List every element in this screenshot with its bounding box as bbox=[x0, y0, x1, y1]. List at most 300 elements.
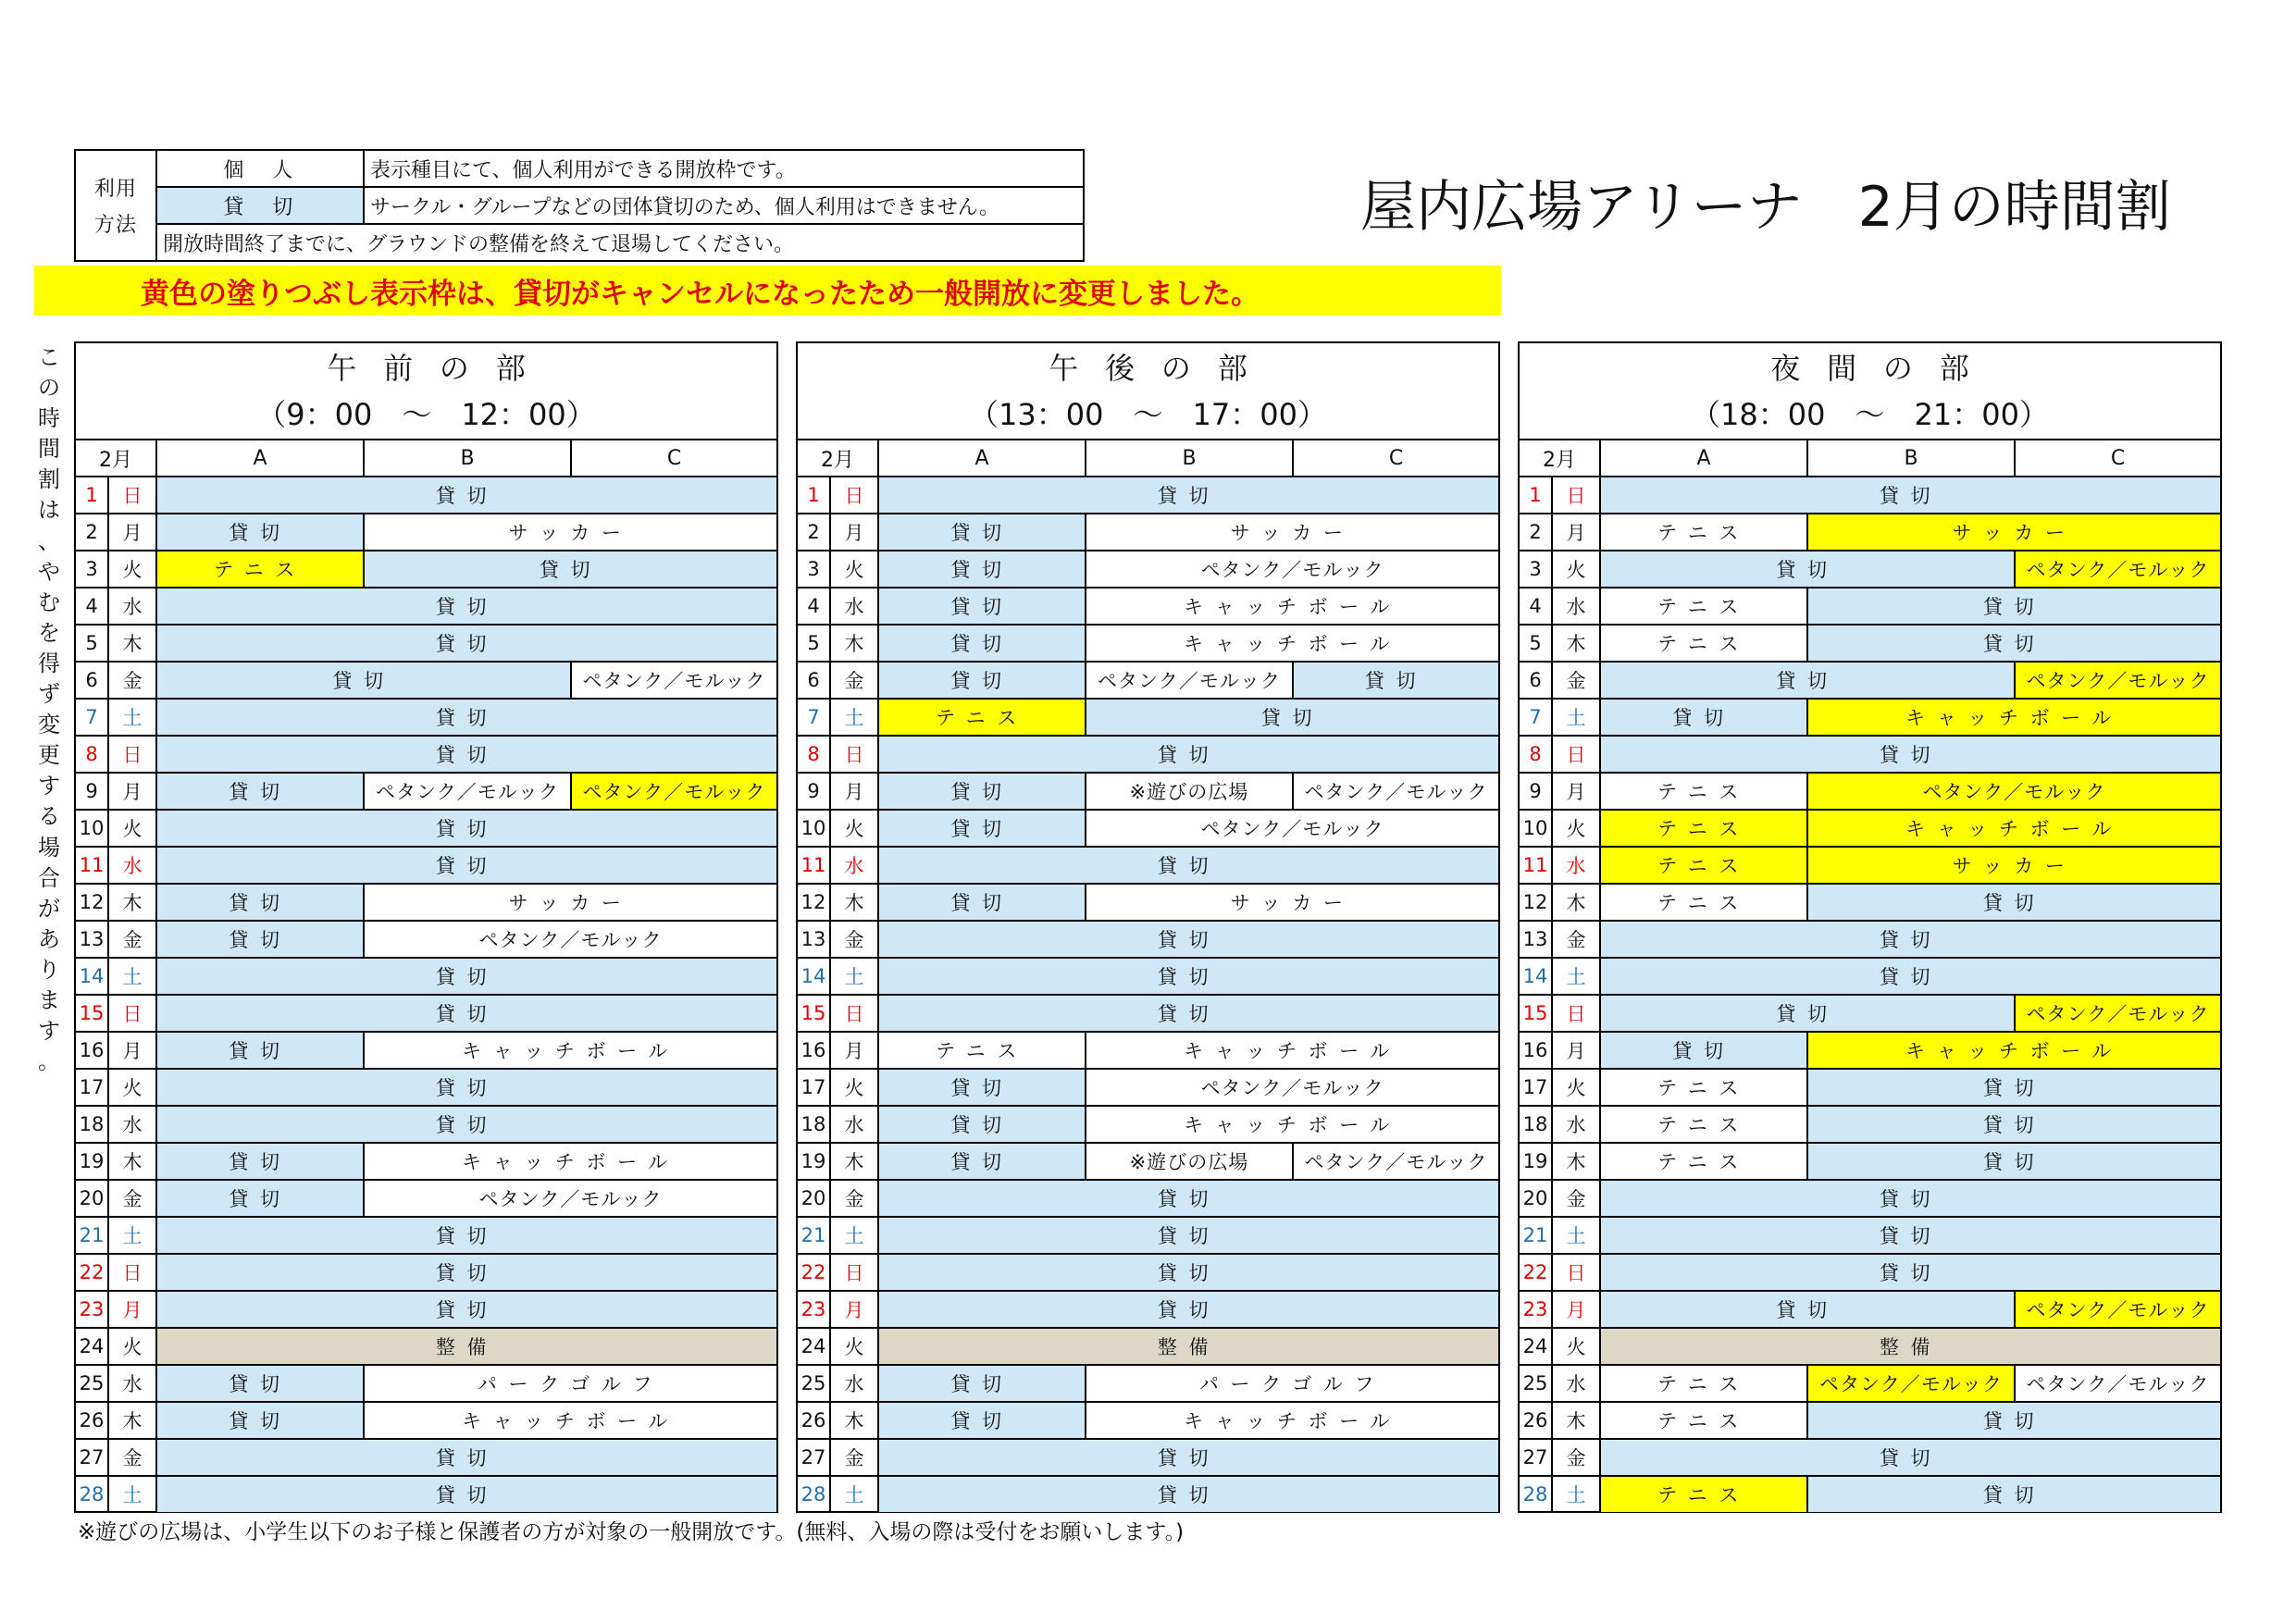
slot-morning-a: 貸切 bbox=[157, 700, 776, 735]
weekday: 木 bbox=[109, 1144, 157, 1179]
slot-morning-a: 貸切 bbox=[157, 1033, 365, 1068]
slot-afternoon-b: サッカー bbox=[1230, 892, 1355, 914]
weekday: 月 bbox=[1553, 1292, 1601, 1327]
weekday: 日 bbox=[109, 1255, 157, 1290]
slot-evening-b: サッカー bbox=[1808, 514, 2220, 550]
table-row bbox=[798, 1477, 1498, 1514]
weekday: 水 bbox=[831, 848, 879, 883]
weekday: 木 bbox=[831, 885, 879, 920]
table-row bbox=[76, 811, 776, 848]
day-number: 2 bbox=[798, 514, 831, 550]
usage-legend bbox=[74, 149, 1085, 262]
day-number: 13 bbox=[798, 922, 831, 957]
day-number: 10 bbox=[798, 811, 831, 846]
vertical-note-char: を bbox=[38, 619, 60, 646]
weekday: 金 bbox=[831, 663, 879, 698]
day-number: 3 bbox=[798, 551, 831, 587]
slot-evening-a: テニス bbox=[1601, 514, 1808, 550]
slot-afternoon-c: ペタンク／モルック bbox=[1304, 1151, 1488, 1173]
day-number: 7 bbox=[76, 700, 109, 735]
weekday: 木 bbox=[1553, 1403, 1601, 1438]
day-number: 7 bbox=[1520, 700, 1553, 735]
vertical-note-char: は bbox=[38, 497, 60, 524]
table-row bbox=[1520, 1292, 2220, 1329]
weekday: 火 bbox=[831, 811, 879, 846]
weekday: 月 bbox=[109, 1292, 157, 1327]
vertical-note-char: す bbox=[38, 773, 60, 799]
weekday: 金 bbox=[831, 1181, 879, 1216]
day-number: 15 bbox=[76, 996, 109, 1031]
slot-afternoon-b: ペタンク／モルック bbox=[1200, 1077, 1384, 1099]
table-row bbox=[798, 737, 1498, 774]
slot-morning-a: 貸切 bbox=[157, 1181, 365, 1216]
table-row bbox=[76, 514, 776, 551]
vertical-note-char: す bbox=[38, 1018, 60, 1045]
table-row bbox=[76, 1255, 776, 1292]
slot-evening-b: サッカー bbox=[1808, 848, 2220, 883]
slot-morning-a: 貸切 bbox=[157, 848, 776, 883]
slot-afternoon-b: ペタンク／モルック bbox=[1200, 818, 1384, 840]
table-row bbox=[1520, 1329, 2220, 1366]
weekday: 月 bbox=[109, 1033, 157, 1068]
table-row bbox=[1520, 811, 2220, 848]
day-number: 6 bbox=[798, 663, 831, 698]
section-name: 夜間の部 bbox=[1770, 351, 1996, 386]
vertical-note-char: ず bbox=[38, 681, 60, 708]
day-number: 12 bbox=[798, 885, 831, 920]
table-row bbox=[1520, 737, 2220, 774]
day-number: 4 bbox=[1520, 588, 1553, 624]
table-row bbox=[1520, 1440, 2220, 1477]
day-number: 6 bbox=[76, 663, 109, 698]
weekday: 月 bbox=[109, 514, 157, 550]
slot-evening-a: テニス bbox=[1601, 885, 1808, 920]
day-number: 22 bbox=[76, 1255, 109, 1290]
weekday: 金 bbox=[109, 663, 157, 698]
slot-afternoon-a: 貸切 bbox=[879, 477, 1498, 513]
weekday: 火 bbox=[109, 1070, 157, 1105]
table-row bbox=[1520, 1403, 2220, 1440]
weekday: 土 bbox=[1553, 1218, 1601, 1253]
column-header-b: B bbox=[1086, 440, 1294, 476]
day-number: 1 bbox=[798, 477, 831, 513]
day-number: 19 bbox=[798, 1144, 831, 1179]
slot-evening-a: テニス bbox=[1601, 1144, 1808, 1179]
table-row bbox=[798, 663, 1498, 700]
weekday: 火 bbox=[109, 811, 157, 846]
slot-evening-b: キャッチボール bbox=[1808, 1033, 2220, 1068]
month-header: 2月 bbox=[1520, 440, 1601, 476]
slot-morning-b: キャッチボール bbox=[462, 1410, 679, 1432]
slot-afternoon-a: 貸切 bbox=[879, 1144, 1086, 1179]
month-header: 2月 bbox=[798, 440, 879, 476]
vertical-note-char: 、 bbox=[38, 527, 60, 554]
slot-morning-a: 貸切 bbox=[157, 1477, 776, 1512]
slot-evening-a: テニス bbox=[1601, 626, 1808, 661]
section-time: （13：00 ～ 17：00） bbox=[969, 397, 1327, 432]
slot-afternoon-a: 貸切 bbox=[879, 1107, 1086, 1142]
table-row bbox=[76, 959, 776, 996]
slot-afternoon-a: 貸切 bbox=[879, 1440, 1498, 1475]
slot-morning-b: キャッチボール bbox=[462, 1151, 679, 1173]
weekday: 水 bbox=[109, 588, 157, 624]
table-row bbox=[1520, 551, 2220, 588]
day-number: 5 bbox=[798, 626, 831, 661]
slot-afternoon-a: 貸切 bbox=[879, 1218, 1498, 1253]
table-row bbox=[798, 1403, 1498, 1440]
day-number: 8 bbox=[76, 737, 109, 772]
weekday: 木 bbox=[109, 1403, 157, 1438]
weekday: 土 bbox=[1553, 959, 1601, 994]
vertical-note-char: り bbox=[38, 956, 60, 983]
slot-evening-a: テニス bbox=[1601, 1107, 1808, 1142]
slot-evening-a: テニス bbox=[1601, 1366, 1808, 1401]
slot-evening-a: 貸切 bbox=[1601, 477, 2220, 513]
weekday: 金 bbox=[109, 1181, 157, 1216]
weekday: 日 bbox=[1553, 737, 1601, 772]
slot-morning-a: 貸切 bbox=[157, 514, 365, 550]
table-row bbox=[76, 1218, 776, 1255]
slot-evening-a: 貸切 bbox=[1601, 1292, 2016, 1327]
slot-evening-c: ペタンク／モルック bbox=[2016, 551, 2220, 587]
slot-morning-a: 貸切 bbox=[157, 1070, 776, 1105]
table-row bbox=[798, 848, 1498, 885]
table-row bbox=[798, 477, 1498, 514]
weekday: 日 bbox=[831, 996, 879, 1031]
weekday: 土 bbox=[831, 959, 879, 994]
day-number: 25 bbox=[798, 1366, 831, 1401]
table-row bbox=[1520, 700, 2220, 737]
weekday: 月 bbox=[831, 1292, 879, 1327]
weekday: 木 bbox=[109, 885, 157, 920]
slot-evening-c: ペタンク／モルック bbox=[2016, 996, 2220, 1031]
table-row bbox=[798, 626, 1498, 663]
section-header bbox=[798, 343, 1498, 440]
table-row bbox=[798, 996, 1498, 1033]
day-number: 19 bbox=[1520, 1144, 1553, 1179]
slot-evening-b: 貸切 bbox=[1808, 1070, 2220, 1105]
usage-label-line2: 方法 bbox=[93, 214, 138, 237]
weekday: 日 bbox=[109, 996, 157, 1031]
slot-afternoon-b: パークゴルフ bbox=[1198, 1373, 1386, 1395]
weekday: 土 bbox=[1553, 1477, 1601, 1512]
day-number: 24 bbox=[76, 1329, 109, 1364]
weekday: 金 bbox=[1553, 663, 1601, 698]
table-row bbox=[76, 588, 776, 626]
table-row bbox=[1520, 774, 2220, 811]
slot-morning-a: 貸切 bbox=[157, 996, 776, 1031]
table-row bbox=[1520, 477, 2220, 514]
column-header-c: C bbox=[2110, 446, 2126, 470]
slot-afternoon-a: 貸切 bbox=[879, 959, 1498, 994]
slot-morning-a: 貸切 bbox=[157, 1218, 776, 1253]
slot-morning-a: 貸切 bbox=[157, 1440, 776, 1475]
weekday: 月 bbox=[1553, 514, 1601, 550]
weekday: 金 bbox=[1553, 1181, 1601, 1216]
slot-evening-b: 貸切 bbox=[1808, 885, 2220, 920]
weekday: 水 bbox=[109, 1366, 157, 1401]
slot-afternoon-a: 貸切 bbox=[879, 811, 1086, 846]
day-number: 20 bbox=[798, 1181, 831, 1216]
day-number: 25 bbox=[1520, 1366, 1553, 1401]
day-number: 11 bbox=[1520, 848, 1553, 883]
table-row bbox=[798, 811, 1498, 848]
weekday: 火 bbox=[1553, 1070, 1601, 1105]
slot-morning-c: ペタンク／モルック bbox=[582, 670, 766, 692]
slot-morning-a: 貸切 bbox=[157, 737, 776, 772]
schedule-morning bbox=[74, 341, 778, 1513]
table-row bbox=[1520, 922, 2220, 959]
day-number: 26 bbox=[1520, 1403, 1553, 1438]
slot-morning-b: ペタンク／モルック bbox=[365, 774, 572, 809]
weekday: 木 bbox=[1553, 885, 1601, 920]
day-number: 18 bbox=[76, 1107, 109, 1142]
weekday: 水 bbox=[1553, 1366, 1601, 1401]
slot-afternoon-c: ペタンク／モルック bbox=[1304, 781, 1488, 803]
day-number: 5 bbox=[1520, 626, 1553, 661]
day-number: 9 bbox=[1520, 774, 1553, 809]
weekday: 日 bbox=[831, 1255, 879, 1290]
weekday: 火 bbox=[831, 1329, 879, 1364]
day-number: 14 bbox=[798, 959, 831, 994]
table-row bbox=[798, 514, 1498, 551]
charter-description: サークル・グループなどの団体貸切のため、個人利用はできません。 bbox=[363, 186, 1085, 225]
table-row bbox=[76, 1107, 776, 1144]
day-number: 28 bbox=[1520, 1477, 1553, 1512]
slot-afternoon-a: テニス bbox=[879, 1033, 1086, 1068]
slot-evening-b: 貸切 bbox=[1808, 588, 2220, 624]
weekday: 日 bbox=[1553, 477, 1601, 513]
vertical-note-char: ま bbox=[38, 986, 60, 1013]
table-row bbox=[76, 477, 776, 514]
slot-morning-c: ペタンク／モルック bbox=[572, 774, 776, 809]
day-number: 5 bbox=[76, 626, 109, 661]
day-number: 14 bbox=[1520, 959, 1553, 994]
table-row bbox=[76, 551, 776, 588]
day-number: 20 bbox=[1520, 1181, 1553, 1216]
slot-evening-a: テニス bbox=[1601, 588, 1808, 624]
day-number: 18 bbox=[1520, 1107, 1553, 1142]
column-header-b: B bbox=[1808, 440, 2016, 476]
vertical-note-char: 更 bbox=[38, 742, 60, 769]
table-row bbox=[76, 996, 776, 1033]
vertical-note-char: や bbox=[38, 558, 60, 585]
day-number: 8 bbox=[798, 737, 831, 772]
slot-evening-a: 貸切 bbox=[1601, 1440, 2220, 1475]
slot-afternoon-a: 貸切 bbox=[879, 663, 1086, 698]
slot-evening-a: 整備 bbox=[1601, 1329, 2220, 1364]
slot-evening-a: テニス bbox=[1601, 1070, 1808, 1105]
column-header-c: C bbox=[666, 446, 682, 470]
weekday: 木 bbox=[1553, 626, 1601, 661]
slot-afternoon-b: キャッチボール bbox=[1184, 1410, 1401, 1432]
table-row bbox=[798, 774, 1498, 811]
weekday: 金 bbox=[831, 1440, 879, 1475]
vertical-note-char: 得 bbox=[38, 650, 60, 676]
slot-morning-a: 貸切 bbox=[157, 1255, 776, 1290]
weekday: 金 bbox=[831, 922, 879, 957]
page-title: 屋内広場アリーナ 2月の時間割 bbox=[1360, 175, 2171, 240]
weekday: 土 bbox=[1553, 700, 1601, 735]
day-number: 22 bbox=[798, 1255, 831, 1290]
slot-afternoon-a: 貸切 bbox=[879, 626, 1086, 661]
table-row bbox=[1520, 959, 2220, 996]
table-row bbox=[1520, 996, 2220, 1033]
table-row bbox=[1520, 663, 2220, 700]
slot-morning-a: 貸切 bbox=[157, 588, 776, 624]
slot-afternoon-a: テニス bbox=[879, 700, 1086, 735]
slot-evening-a: テニス bbox=[1601, 811, 1808, 846]
vertical-note-char: が bbox=[38, 895, 60, 922]
table-row bbox=[76, 1292, 776, 1329]
slot-evening-a: 貸切 bbox=[1601, 1033, 1808, 1068]
weekday: 火 bbox=[1553, 811, 1601, 846]
weekday: 火 bbox=[831, 551, 879, 587]
column-header-c: C bbox=[1388, 446, 1404, 470]
slot-evening-a: 貸切 bbox=[1601, 1255, 2220, 1290]
slot-evening-a: 貸切 bbox=[1601, 996, 2016, 1031]
weekday: 日 bbox=[831, 477, 879, 513]
weekday: 月 bbox=[831, 514, 879, 550]
slot-afternoon-b: キャッチボール bbox=[1184, 1114, 1401, 1136]
day-number: 11 bbox=[798, 848, 831, 883]
slot-afternoon-a: 貸切 bbox=[879, 1366, 1086, 1401]
day-number: 22 bbox=[1520, 1255, 1553, 1290]
day-number: 23 bbox=[76, 1292, 109, 1327]
day-number: 2 bbox=[1520, 514, 1553, 550]
weekday: 火 bbox=[109, 551, 157, 587]
slot-morning-b: パークゴルフ bbox=[477, 1373, 664, 1395]
slot-morning-b: サッカー bbox=[508, 892, 633, 914]
slot-morning-a: 貸切 bbox=[157, 1292, 776, 1327]
slot-afternoon-a: 貸切 bbox=[879, 1477, 1498, 1512]
column-header-b: B bbox=[365, 440, 572, 476]
weekday: 水 bbox=[1553, 1107, 1601, 1142]
section-time: （9：00 ～ 12：00） bbox=[256, 397, 596, 432]
slot-afternoon-a: 貸切 bbox=[879, 551, 1086, 587]
day-number: 25 bbox=[76, 1366, 109, 1401]
slot-evening-a: 貸切 bbox=[1601, 1218, 2220, 1253]
slot-evening-b: 貸切 bbox=[1808, 1403, 2220, 1438]
slot-evening-a: テニス bbox=[1601, 1403, 1808, 1438]
section-name: 午後の部 bbox=[1049, 351, 1274, 386]
slot-evening-a: 貸切 bbox=[1601, 737, 2220, 772]
table-row bbox=[76, 922, 776, 959]
day-number: 21 bbox=[798, 1218, 831, 1253]
weekday: 土 bbox=[831, 700, 879, 735]
vertical-note-char: 変 bbox=[38, 712, 60, 738]
vertical-note-char: 。 bbox=[38, 1048, 60, 1075]
table-row bbox=[1520, 1477, 2220, 1514]
schedule-evening bbox=[1518, 341, 2222, 1513]
slot-evening-b: 貸切 bbox=[1808, 1144, 2220, 1179]
slot-afternoon-b: 貸切 bbox=[1086, 700, 1498, 735]
day-number: 24 bbox=[798, 1329, 831, 1364]
column-header-a: A bbox=[1601, 440, 1808, 476]
day-number: 21 bbox=[76, 1218, 109, 1253]
day-number: 28 bbox=[798, 1477, 831, 1512]
weekday: 火 bbox=[109, 1329, 157, 1364]
slot-morning-a: 貸切 bbox=[157, 959, 776, 994]
column-header-row bbox=[798, 440, 1498, 477]
slot-morning-a: 貸切 bbox=[157, 663, 572, 698]
slot-evening-a: 貸切 bbox=[1601, 663, 2016, 698]
slot-morning-b: キャッチボール bbox=[462, 1040, 679, 1062]
table-row bbox=[1520, 1107, 2220, 1144]
weekday: 土 bbox=[831, 1477, 879, 1512]
weekday: 金 bbox=[1553, 922, 1601, 957]
column-header-a: A bbox=[157, 440, 365, 476]
slot-evening-a: 貸切 bbox=[1601, 959, 2220, 994]
table-row bbox=[798, 1292, 1498, 1329]
slot-evening-c: ペタンク／モルック bbox=[2026, 1373, 2210, 1395]
slot-evening-a: 貸切 bbox=[1601, 922, 2220, 957]
slot-evening-c: ペタンク／モルック bbox=[2016, 1292, 2220, 1327]
day-number: 21 bbox=[1520, 1218, 1553, 1253]
table-row bbox=[798, 700, 1498, 737]
weekday: 水 bbox=[831, 1366, 879, 1401]
table-row bbox=[1520, 885, 2220, 922]
slot-afternoon-a: 貸切 bbox=[879, 1181, 1498, 1216]
weekday: 木 bbox=[831, 626, 879, 661]
slot-afternoon-a: 貸切 bbox=[879, 922, 1498, 957]
column-header-a: A bbox=[879, 440, 1086, 476]
slot-afternoon-a: 貸切 bbox=[879, 1255, 1498, 1290]
weekday: 日 bbox=[109, 737, 157, 772]
table-row bbox=[798, 1366, 1498, 1403]
vertical-note-char: 割 bbox=[38, 466, 60, 493]
table-row bbox=[1520, 1255, 2220, 1292]
table-row bbox=[1520, 1070, 2220, 1107]
section-header bbox=[1520, 343, 2220, 440]
slot-afternoon-a: 貸切 bbox=[879, 514, 1086, 550]
vertical-note-char: 時 bbox=[38, 405, 60, 432]
slot-evening-a: 貸切 bbox=[1601, 1181, 2220, 1216]
section-header bbox=[76, 343, 776, 440]
vertical-note-char: 合 bbox=[38, 864, 60, 891]
weekday: 木 bbox=[831, 1144, 879, 1179]
weekday: 日 bbox=[1553, 1255, 1601, 1290]
column-header-row bbox=[76, 440, 776, 477]
day-number: 17 bbox=[798, 1070, 831, 1105]
table-row bbox=[76, 700, 776, 737]
slot-afternoon-a: 整備 bbox=[879, 1329, 1498, 1364]
slot-morning-a: 貸切 bbox=[157, 922, 365, 957]
weekday: 土 bbox=[109, 1218, 157, 1253]
day-number: 10 bbox=[1520, 811, 1553, 846]
day-number: 15 bbox=[1520, 996, 1553, 1031]
slot-morning-a: 貸切 bbox=[157, 1144, 365, 1179]
day-number: 4 bbox=[76, 588, 109, 624]
table-row bbox=[798, 1329, 1498, 1366]
table-row bbox=[1520, 626, 2220, 663]
table-row bbox=[798, 1144, 1498, 1181]
slot-evening-b: 貸切 bbox=[1808, 626, 2220, 661]
table-row bbox=[76, 1144, 776, 1181]
day-number: 16 bbox=[1520, 1033, 1553, 1068]
slot-afternoon-a: 貸切 bbox=[879, 1070, 1086, 1105]
weekday: 金 bbox=[109, 922, 157, 957]
charter-label: 貸 切 bbox=[155, 186, 365, 225]
slot-afternoon-a: 貸切 bbox=[879, 1292, 1498, 1327]
day-number: 13 bbox=[1520, 922, 1553, 957]
table-row bbox=[76, 1070, 776, 1107]
table-row bbox=[76, 737, 776, 774]
day-number: 17 bbox=[1520, 1070, 1553, 1105]
slot-morning-a: 貸切 bbox=[157, 477, 776, 513]
slot-morning-a: 貸切 bbox=[157, 885, 365, 920]
day-number: 26 bbox=[798, 1403, 831, 1438]
